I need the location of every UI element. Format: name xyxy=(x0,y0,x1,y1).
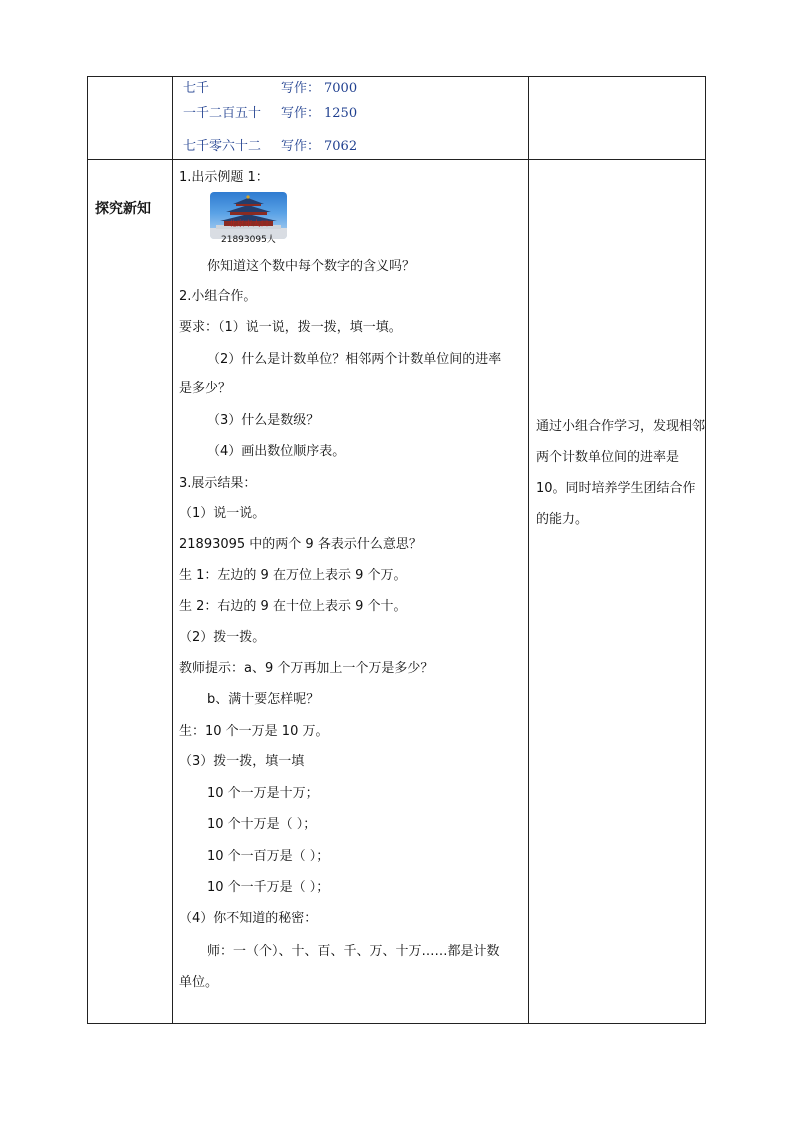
content-line: 教师提示：a、9 个万再加上一个万是多少？ xyxy=(179,661,434,676)
content-line: （1）说一说。 xyxy=(179,506,266,521)
content-line: （4）你不知道的秘密： xyxy=(179,911,318,926)
content-line: 生 2：右边的 9 在十位上表示 9 个十。 xyxy=(179,599,407,614)
content-line: 单位。 xyxy=(179,975,219,990)
fill-blank-line: 10 个十万是（ ）； xyxy=(207,817,317,832)
question-line: 你知道这个数中每个数字的含义吗？ xyxy=(207,259,416,274)
write-label: 写作： xyxy=(281,106,321,121)
requirement-line: 是多少？ xyxy=(179,381,232,396)
section-label: 探究新知 xyxy=(95,201,151,217)
number-words: 一千二百五十 xyxy=(183,106,262,121)
image-value: 21893095人 xyxy=(221,235,276,245)
content-line: 21893095 中的两个 9 各表示什么意思？ xyxy=(179,537,422,552)
content-line: （3）拨一拨，填一填 xyxy=(179,754,305,769)
fill-blank-line: 10 个一百万是（ ）； xyxy=(207,849,330,864)
temple-of-heaven-image xyxy=(210,192,287,239)
lesson-table xyxy=(87,76,706,1024)
design-intent-note: 通过小组合作学习，发现相邻两个计数单位间的进率是 10。同时培养学生团结合作的能力。 xyxy=(536,419,706,527)
content-line: （2）拨一拨。 xyxy=(179,630,266,645)
example-title: 1.出示例题 1： xyxy=(179,170,269,185)
written-number: 7062 xyxy=(324,139,358,154)
requirement-line: 要求：（1）说一说，拨一拨，填一填。 xyxy=(179,320,402,335)
top-row-content xyxy=(183,77,523,159)
requirement-line: （4）画出数位顺序表。 xyxy=(207,444,346,459)
results-title: 3.展示结果： xyxy=(179,476,257,491)
content-line: 生：10 个一万是 10 万。 xyxy=(179,724,329,739)
content-line: 10 个一万是十万； xyxy=(207,786,319,801)
write-label: 写作： xyxy=(281,139,321,154)
column-divider-2 xyxy=(528,77,529,1023)
section-content xyxy=(173,160,528,1024)
content-line: 师：一（个）、十、百、千、万、十万……都是计数 xyxy=(207,944,500,959)
temple-of-heaven-icon xyxy=(210,192,287,239)
fill-blank-line: 10 个一千万是（ ）； xyxy=(207,880,330,895)
requirement-line: （3）什么是数级？ xyxy=(207,413,320,428)
number-words: 七千 xyxy=(183,81,210,96)
write-label: 写作： xyxy=(281,81,321,96)
image-caption: 北京市人口 xyxy=(228,219,269,228)
requirement-line: （2）什么是计数单位？相邻两个计数单位间的进率 xyxy=(207,352,502,367)
content-line: 生 1：左边的 9 在万位上表示 9 个万。 xyxy=(179,568,407,583)
written-number: 1250 xyxy=(324,106,358,121)
group-work-title: 2.小组合作。 xyxy=(179,289,257,304)
written-number: 7000 xyxy=(324,81,358,96)
content-line: b、满十要怎样呢？ xyxy=(207,692,320,707)
number-words: 七千零六十二 xyxy=(183,139,262,154)
